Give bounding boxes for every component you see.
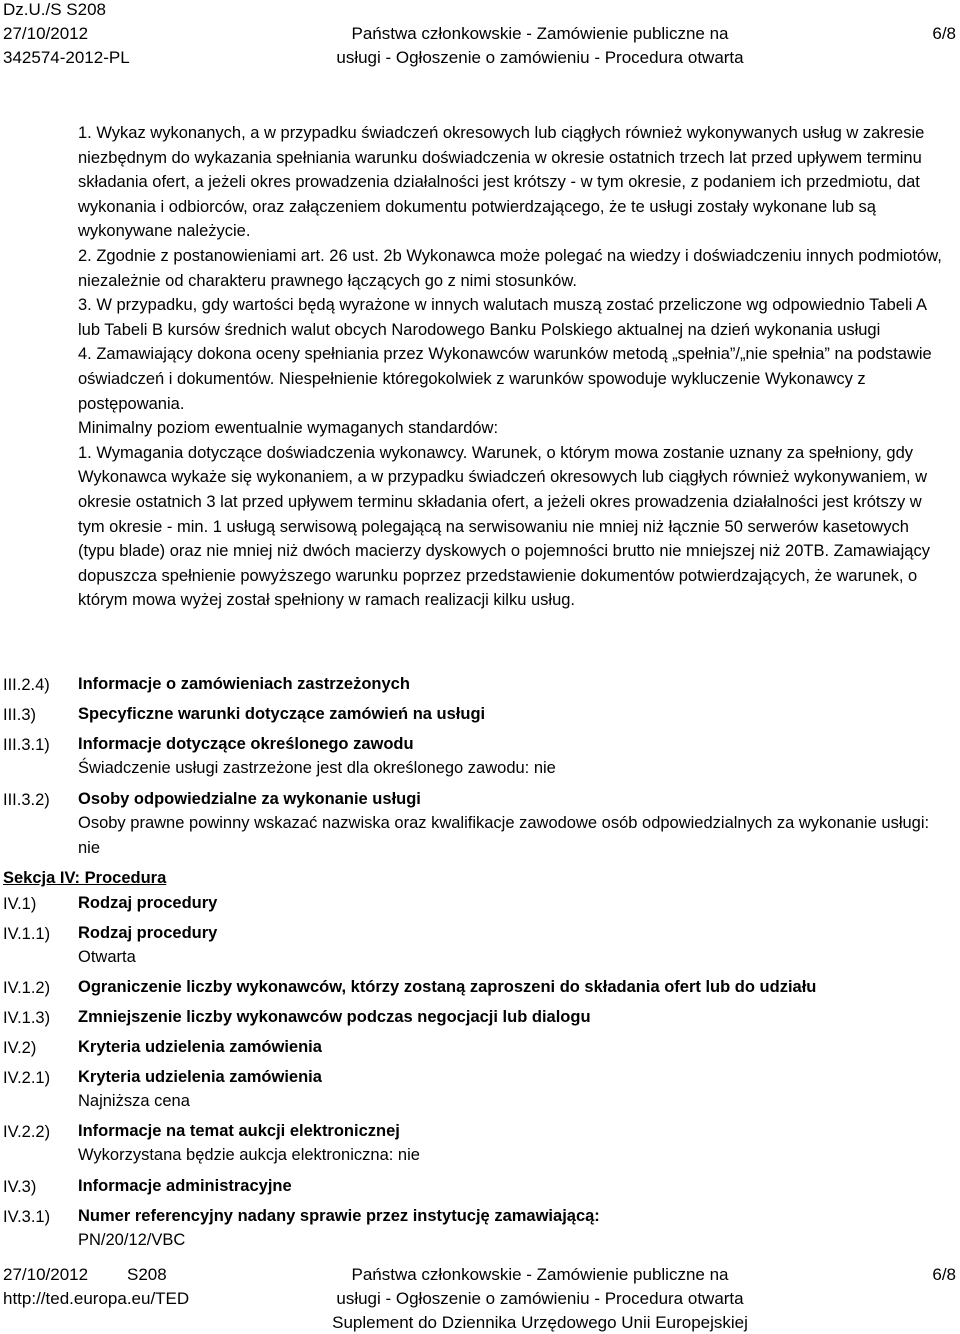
paragraph: 3. W przypadku, gdy wartości będą wyrażone w innych walutach muszą zostać przeliczone wg odpowiednio Tabeli A lub Tabeli B kursów średnich walut obcych Narodowego Banku Polskiego aktualnej na dzień wykonania usługi (78, 296, 927, 339)
item-number: IV.1) (3, 895, 37, 913)
footer-title-line1: Państwa członkowskie - Zamówienie publiczne na (351, 1265, 729, 1284)
item-title: Osoby odpowiedzialne za wykonanie usługi (78, 790, 421, 808)
item-title: Zmniejszenie liczby wykonawców podczas negocjacji lub dialogu (78, 1008, 591, 1026)
footer-title-line3: Suplement do Dziennika Urzędowego Unii Europejskiej (332, 1313, 748, 1332)
item-text: Osoby prawne powinny wskazać nazwiska oraz kwalifikacje zawodowe osób odpowiedzialnych za wykonanie usługi: nie (78, 814, 930, 857)
notice-id: 342574-2012-PL (3, 48, 130, 67)
item-title: Kryteria udzielenia zamówienia (78, 1068, 322, 1086)
paragraph: 1. Wymagania dotyczące doświadczenia wykonawcy. Warunek, o którym mowa zostanie uznany za spełniony, gdy Wykonawca wykaże się wykonaniem, a w przypadku świadczeń okresowych lub ciągłych również wykonywaniem, w okresie ostatnich 3 lat przed upływem terminu składania ofert, a jeżeli okres prowadzenia działalności jest krótszy w tym okresie - min. 1 usługą serwisową polegającą na serwisowaniu nie mniej niż łącznie 50 serwerów kasetowych (typu blade) oraz nie mniej niż dwóch macierzy dyskowych o pojemności brutto nie mniejszej niż 20TB. Zamawiający dopuszcza spełnienie powyższego warunku poprzez przedstawienie dokumentów potwierdzających, że warunek, o którym mowa wyżej został spełniony w ramach realizacji kilku usług. (78, 443, 930, 610)
item-number: III.3.2) (3, 791, 50, 809)
paragraph: 4. Zamawiający dokona oceny spełniania przez Wykonawców warunków metodą „spełnia”/„nie spełnia” na podstawie oświadczeń i dokumentów. Niespełnienie któregokolwiek z warunków spowoduje wykluczenie Wykonawcy z postępowania. (78, 345, 932, 413)
item-text: Świadczenie usługi zastrzeżone jest dla określonego zawodu: nie (78, 759, 556, 777)
section-heading: Sekcja IV: Procedura (3, 869, 167, 887)
item-title: Informacje na temat aukcji elektronicznej (78, 1122, 400, 1140)
item-number: IV.3) (3, 1178, 37, 1196)
item-number: III.3) (3, 706, 37, 724)
item-number: IV.2.1) (3, 1069, 51, 1087)
item-title: Specyficzne warunki dotyczące zamówień na usługi (78, 705, 486, 723)
item-title: Informacje administracyjne (78, 1177, 292, 1195)
conditions-text (78, 121, 950, 613)
item-number: IV.3.1) (3, 1208, 51, 1226)
header-page-number: 6/8 (932, 24, 956, 43)
item-text: Najniższa cena (78, 1092, 190, 1110)
footer-page-number: 6/8 (932, 1265, 956, 1284)
item-title: Kryteria udzielenia zamówienia (78, 1038, 322, 1056)
item-number: III.2.4) (3, 676, 50, 694)
item-text: Wykorzystana będzie aukcja elektroniczna: nie (78, 1146, 420, 1164)
header-title-line1: Państwa członkowskie - Zamówienie publiczne na (351, 24, 729, 43)
item-title: Informacje o zamówieniach zastrzeżonych (78, 675, 410, 693)
item-number: IV.2.2) (3, 1123, 51, 1141)
paragraph: 2. Zgodnie z postanowieniami art. 26 ust. 2b Wykonawca może polegać na wiedzy i doświadczeniu innych podmiotów, niezależnie od charakteru prawnego łączących go z nimi stosunków. (78, 246, 942, 290)
item-number: IV.1.1) (3, 925, 51, 943)
item-title: Numer referencyjny nadany sprawie przez instytucję zamawiającą: (78, 1207, 600, 1225)
doc-ref: Dz.U./S S208 (3, 0, 106, 19)
footer-date: 27/10/2012 (3, 1265, 89, 1284)
item-number: IV.2) (3, 1039, 37, 1057)
item-number: III.3.1) (3, 736, 50, 754)
header-title-line2: usługi - Ogłoszenie o zamówieniu - Procedura otwarta (336, 48, 744, 67)
item-number: IV.1.3) (3, 1009, 51, 1027)
header-date: 27/10/2012 (3, 24, 89, 43)
item-title: Informacje dotyczące określonego zawodu (78, 735, 414, 753)
paragraph: 1. Wykaz wykonanych, a w przypadku świadczeń okresowych lub ciągłych również wykonywanych usług w zakresie niezbędnym do wykazania spełniania warunku doświadczenia w okresie ostatnich trzech lat przed upływem terminu składania ofert, a jeżeli okres prowadzenia działalności jest krótszy - w tym okresie, z podaniem ich przedmiotu, dat wykonania i odbiorców, oraz załączeniem dokumentu potwierdzającego, że te usługi zostały wykonane lub są wykonywane należycie. (78, 124, 925, 241)
footer-url[interactable]: http://ted.europa.eu/TED (3, 1289, 190, 1308)
footer-title-line2: usługi - Ogłoszenie o zamówieniu - Procedura otwarta (336, 1289, 744, 1308)
item-text: Otwarta (78, 948, 136, 966)
item-title: Rodzaj procedury (78, 924, 218, 942)
item-title: Ograniczenie liczby wykonawców, którzy zostaną zaproszeni do składania ofert lub do udziału (78, 978, 817, 996)
footer-series: S208 (127, 1265, 167, 1284)
item-title: Rodzaj procedury (78, 894, 218, 912)
item-text: PN/20/12/VBC (78, 1231, 186, 1249)
paragraph: Minimalny poziom ewentualnie wymaganych standardów: (78, 419, 499, 438)
item-number: IV.1.2) (3, 979, 51, 997)
